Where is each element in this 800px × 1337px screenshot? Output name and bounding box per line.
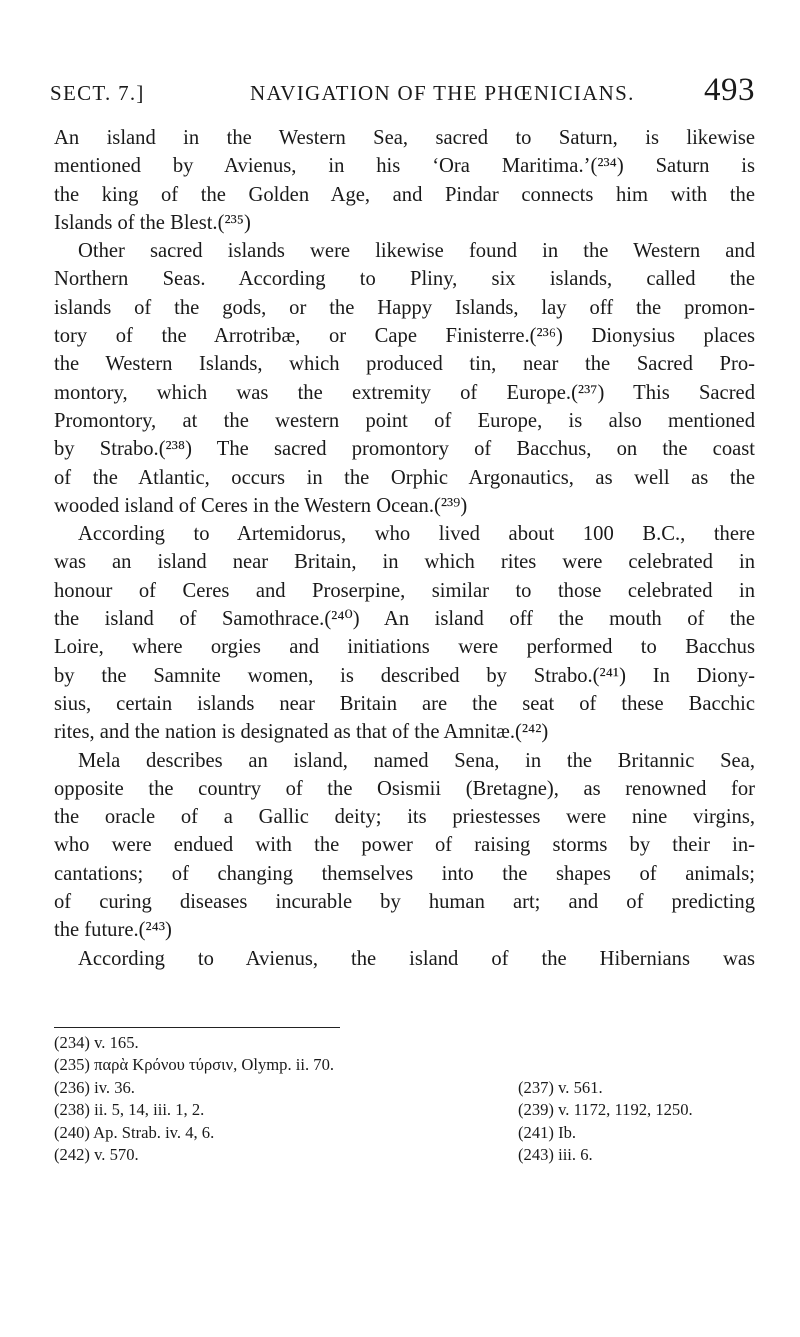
text-line: tory of the Arrotribæ, or Cape Finisterre.(²³⁶) Dionysius places (54, 325, 755, 348)
footnote: (242) v. 570. (54, 1144, 139, 1164)
text-line: opposite the country of the Osismii (Bretagne), as renowned for (54, 777, 755, 800)
text-line: cantations; of changing themselves into the shapes of animals; (54, 862, 755, 885)
footnote-row (54, 1144, 755, 1166)
text-line: the future.(²⁴³) (54, 919, 172, 942)
text-line: According to Artemidorus, who lived about 100 B.C., there (78, 523, 755, 546)
text-line: montory, which was the extremity of Europe.(²³⁷) This Sacred (54, 381, 755, 404)
footnote-row (54, 1054, 755, 1076)
text-line: the king of the Golden Age, and Pindar connects him with the (54, 183, 755, 206)
text-line: islands of the gods, or the Happy Islands, lay off the promon- (54, 296, 755, 319)
text-line: mentioned by Avienus, in his ‘Ora Maritima.’(²³⁴) Saturn is (54, 155, 755, 178)
text-line: Other sacred islands were likewise found in the Western and (78, 240, 755, 263)
text-line: the Western Islands, which produced tin, near the Sacred Pro- (54, 353, 755, 376)
footnote-row (54, 1032, 755, 1054)
footnote-rule (54, 1027, 340, 1028)
footnote-row (54, 1077, 755, 1099)
footnote: (234) v. 165. (54, 1033, 139, 1052)
text-line: According to Avienus, the island of the Hibernians was (78, 947, 755, 970)
footnote: (237) v. 561. (518, 1077, 603, 1097)
footnote-row (54, 1122, 755, 1144)
footnote-row (54, 1099, 755, 1121)
text-line: Promontory, at the western point of Europe, is also mentioned (54, 409, 755, 432)
footnotes (54, 1032, 755, 1166)
text-line: by the Samnite women, is described by Strabo.(²⁴¹) In Diony- (54, 664, 755, 687)
text-line: sius, certain islands near Britain are the seat of these Bacchic (54, 692, 755, 715)
text-line: the island of Samothrace.(²⁴⁰) An island off the mouth of the (54, 608, 755, 631)
text-line: of the Atlantic, occurs in the Orphic Argonautics, as well as the (54, 466, 755, 489)
text-line: was an island near Britain, in which rites were celebrated in (54, 551, 755, 574)
footnote: (240) Ap. Strab. iv. 4, 6. (54, 1122, 215, 1142)
footnote: (239) v. 1172, 1192, 1250. (518, 1100, 693, 1120)
body-text (54, 124, 755, 973)
page-number: 493 (703, 72, 755, 108)
text-line: Islands of the Blest.(²³⁵) (54, 211, 251, 234)
chapter-title: NAVIGATION OF THE PHŒNICIANS. (250, 81, 635, 105)
text-line: wooded island of Ceres in the Western Ocean.(²³⁹) (54, 494, 468, 517)
footnote: (236) iv. 36. (54, 1077, 135, 1097)
text-line: An island in the Western Sea, sacred to Saturn, is likewise (54, 127, 755, 149)
text-line: Mela describes an island, named Sena, in the Britannic Sea, (78, 749, 755, 772)
section-label: SECT. 7.] (50, 81, 145, 105)
footnote: (235) παρὰ Κρόνου τύρσιν, Olymp. ii. 70. (54, 1055, 335, 1075)
running-head (50, 72, 755, 106)
text-line: rites, and the nation is designated as that of the Amnitæ.(²⁴²) (54, 721, 549, 744)
footnote: (243) iii. 6. (518, 1144, 593, 1164)
text-line: Northern Seas. According to Pliny, six islands, called the (54, 268, 755, 291)
footnote: (238) ii. 5, 14, iii. 1, 2. (54, 1100, 205, 1120)
footnote: (241) Ib. (518, 1122, 577, 1142)
text-line: the oracle of a Gallic deity; its priestesses were nine virgins, (54, 806, 755, 829)
text-line: honour of Ceres and Proserpine, similar to those celebrated in (54, 579, 755, 602)
text-line: Loire, where orgies and initiations were performed to Bacchus (54, 636, 755, 659)
text-line: who were endued with the power of raising storms by their in- (54, 834, 755, 857)
text-line: by Strabo.(²³⁸) The sacred promontory of Bacchus, on the coast (54, 438, 755, 461)
text-line: of curing diseases incurable by human art; and of predicting (54, 891, 755, 914)
